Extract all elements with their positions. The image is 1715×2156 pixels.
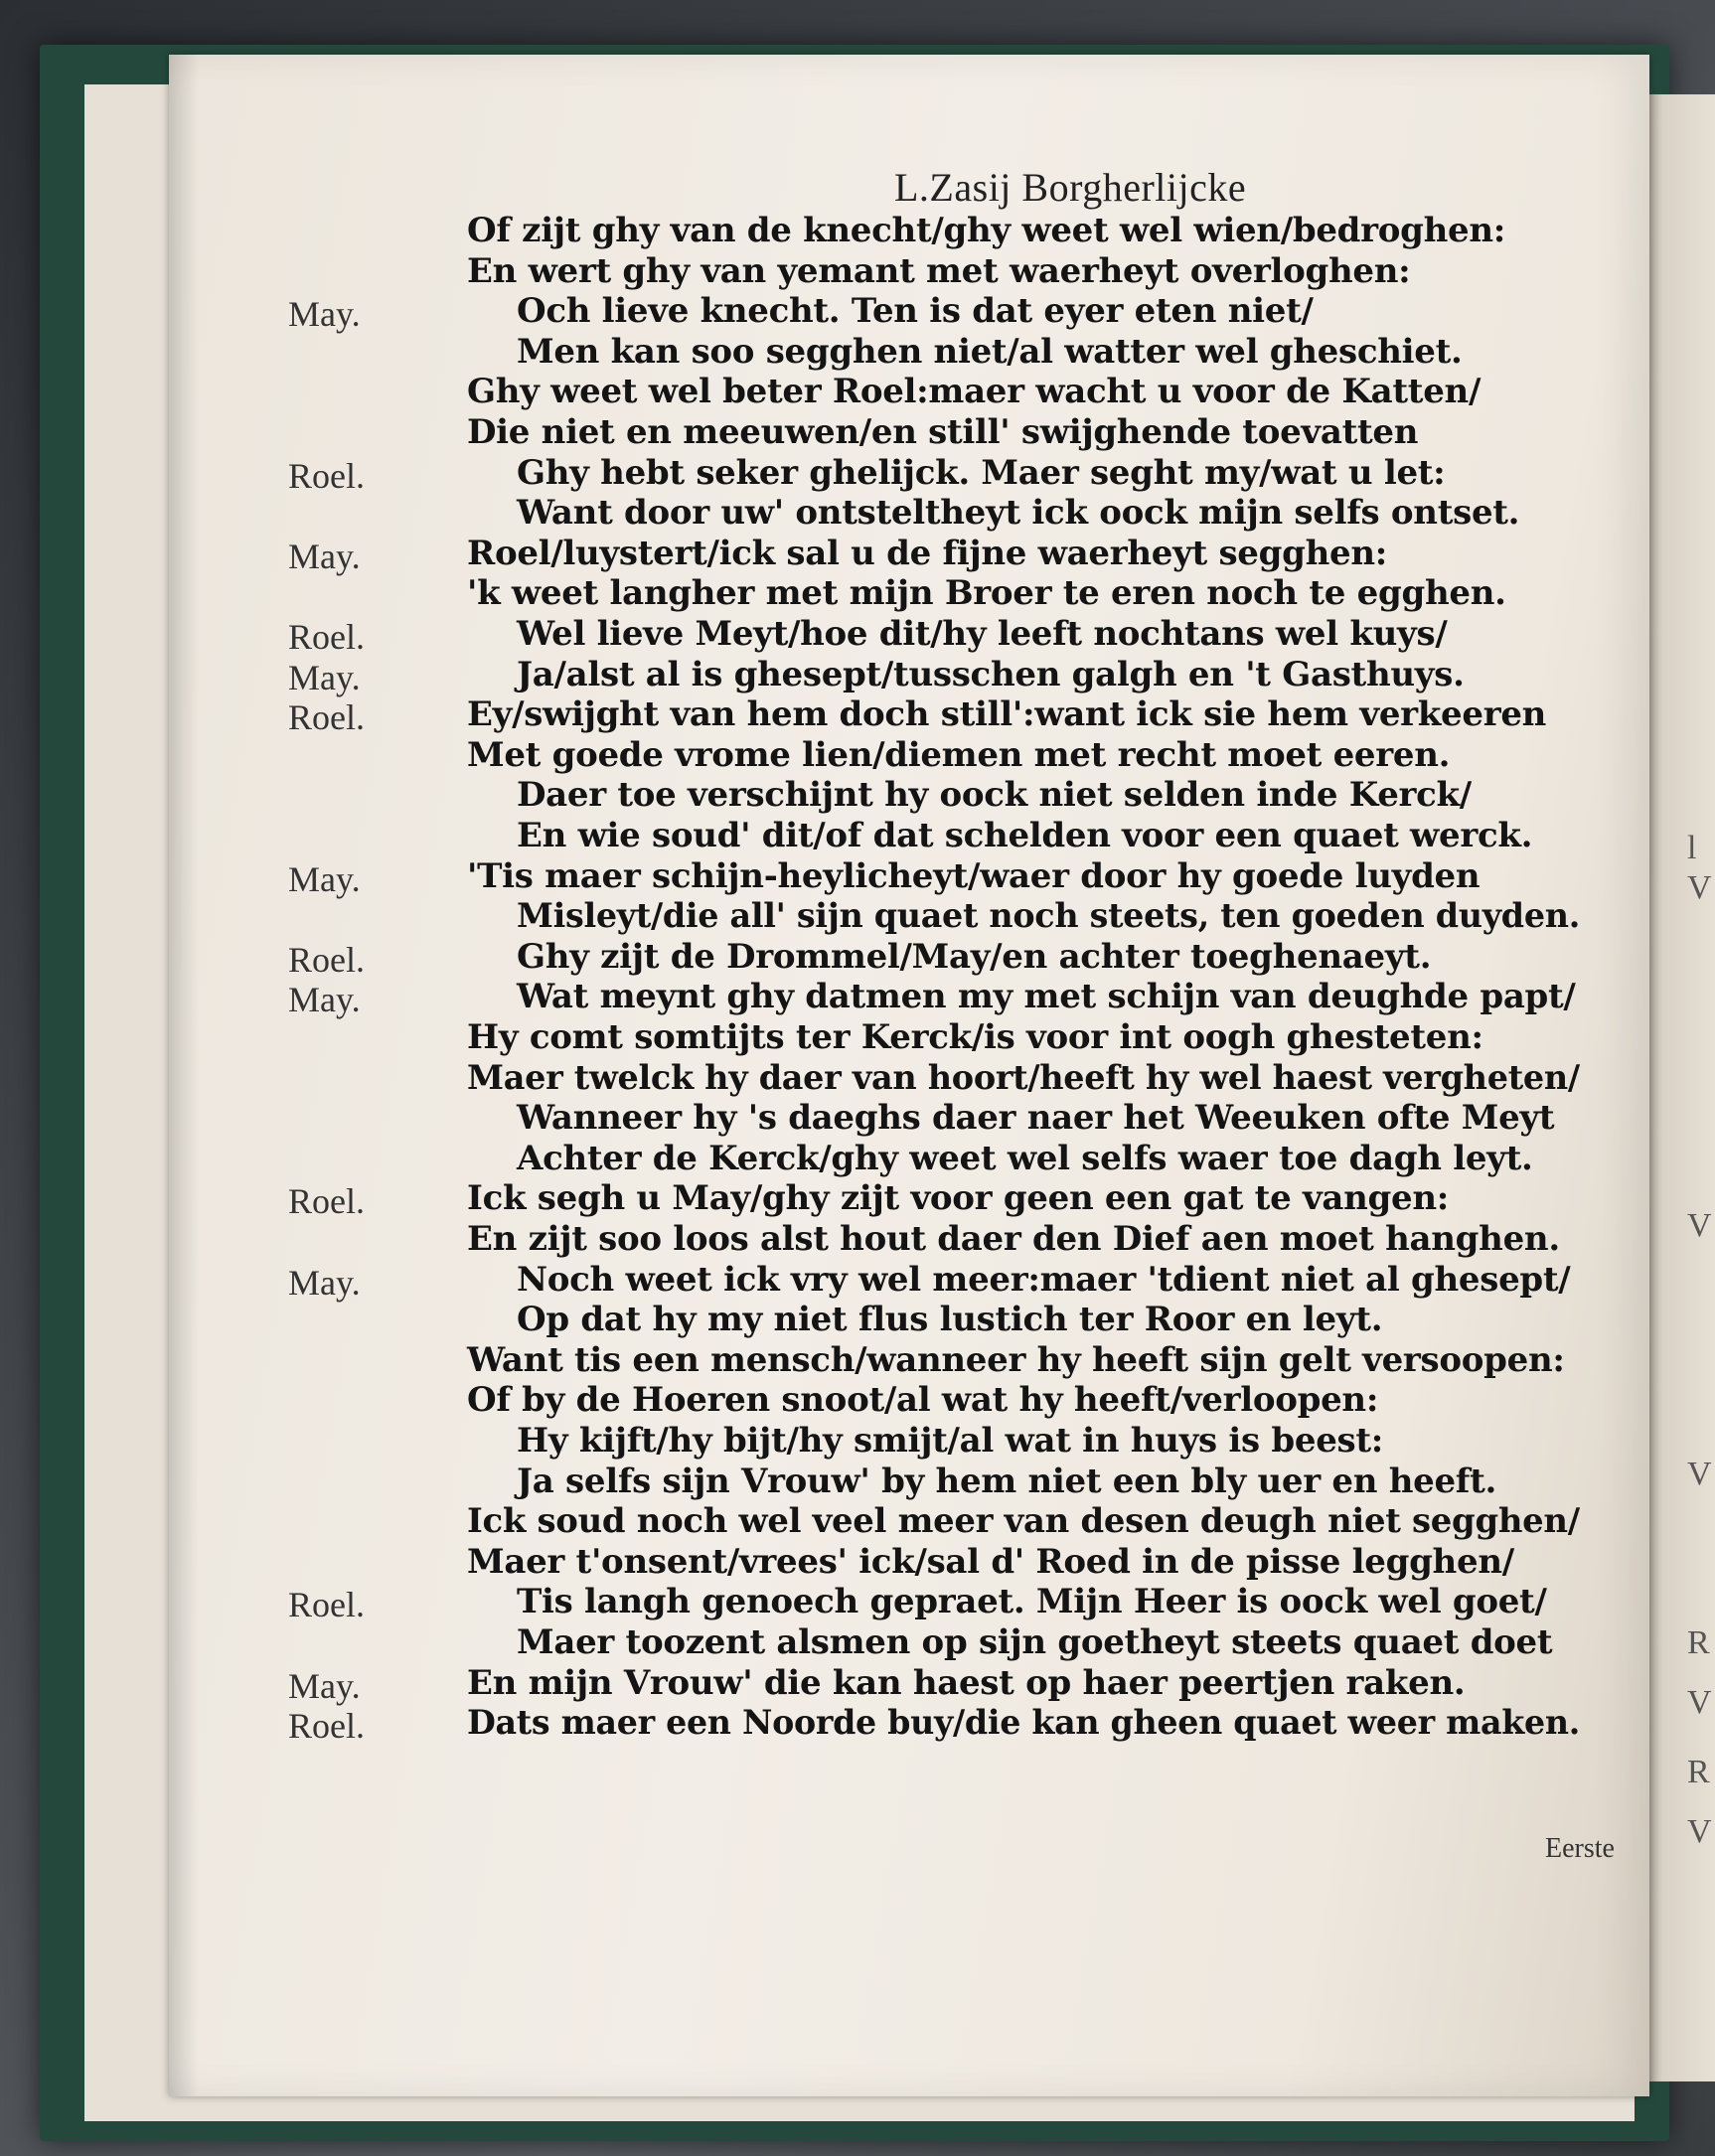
verse-line: Hy kijft/hy bijt/hy smijt/al wat in huys is beest: [517,1421,1384,1461]
speaker-label: May. [288,537,361,576]
verse-line: Noch weet ick vry wel meer:maer 'tdient niet al ghesept/ [517,1260,1571,1300]
verse-line: Want door uw' ontsteltheyt ick oock mijn selfs ontset. [517,493,1520,533]
verse-line: Want tis een mensch/wanneer hy heeft sijn gelt versoopen: [467,1340,1565,1380]
edge-letter: V [1687,869,1712,906]
verse-line: Of by de Hoeren snoot/al wat hy heeft/verloopen: [467,1380,1379,1420]
speaker-label: Roel. [288,697,365,737]
verse-line: Wat meynt ghy datmen my met schijn van deughde papt/ [517,977,1576,1016]
verse-line: En zijt soo loos alst hout daer den Dief aen moet hanghen. [467,1219,1560,1259]
speaker-label: May. [288,859,361,899]
verse-line: Daer toe verschijnt hy oock niet selden inde Kerck/ [517,775,1472,815]
verse-line: Wanneer hy 's daeghs daer naer het Weeuken ofte Meyt [517,1098,1555,1138]
edge-letter: R [1687,1754,1710,1790]
verse-line: En mijn Vrouw' die kan haest op haer peertjen raken. [467,1663,1466,1703]
speaker-label: May. [288,1263,361,1303]
verse-line: Of zijt ghy van de knecht/ghy weet wel wien/bedroghen: [467,211,1506,250]
verse-line: Misleyt/die all' sijn quaet noch steets, ten goeden duyden. [517,896,1581,936]
verse-line: Maer toozent alsmen op sijn goetheyt steets quaet doet [517,1622,1553,1662]
speaker-label: May. [288,1666,361,1706]
running-header: L.Zasij Borgherlijcke [894,165,1247,210]
verse-line: Ick segh u May/ghy zijt voor geen een gat te vangen: [467,1178,1450,1218]
verse-line: Met goede vrome lien/diemen met recht moet eeren. [467,735,1451,775]
verse-line: Ey/swijght van hem doch still':want ick sie hem verkeeren [467,694,1547,734]
verse-line: Maer t'onsent/vrees' ick/sal d' Roed in de pisse legghen/ [467,1542,1514,1582]
speaker-label: Roel. [288,1585,365,1624]
verse-line: Ghy hebt seker ghelijck. Maer seght my/wat u let: [517,453,1446,493]
verse-line: Men kan soo segghen niet/al watter wel gheschiet. [517,332,1463,372]
verse-line: Och lieve knecht. Ten is dat eyer eten niet/ [517,291,1314,331]
verse-line: Ick soud noch wel veel meer van desen deugh niet segghen/ [467,1501,1580,1541]
verse-line: Die niet en meeuwen/en still' swijghende toevatten [467,412,1419,452]
verse-line: Hy comt somtijts ter Kerck/is voor int oogh ghesteten: [467,1017,1483,1057]
verse-line: Maer twelck hy daer van hoort/heeft hy wel haest vergheten/ [467,1058,1580,1098]
speaker-label: Roel. [288,1706,365,1746]
edge-letter: V [1687,1456,1712,1492]
speaker-label: Roel. [288,1181,365,1221]
speaker-label: Roel. [288,617,365,657]
verse-line: En wert ghy van yemant met waerheyt overloghen: [467,251,1411,291]
speaker-label: May. [288,980,361,1019]
verse-line: Tis langh genoech gepraet. Mijn Heer is oock wel goet/ [517,1582,1547,1621]
edge-letter: R [1687,1624,1710,1661]
verse-line: Roel/luystert/ick sal u de fijne waerheyt segghen: [467,534,1388,573]
verse-line: 'k weet langher met mijn Broer te eren noch te egghen. [467,573,1506,613]
catchword: Eerste [1545,1833,1615,1864]
speaker-label: May. [288,294,361,334]
verse-line: Ghy weet wel beter Roel:maer wacht u voor de Katten/ [467,372,1481,411]
facing-page-edge [1639,94,1715,2081]
edge-letter: V [1687,1813,1712,1850]
edge-letter: V [1687,1684,1712,1721]
verse-line: Ja/alst al is ghesept/tusschen galgh en 't Gasthuys. [517,655,1465,694]
verse-line: Dats maer een Noorde buy/die kan gheen quaet weer maken. [467,1703,1581,1743]
edge-letter: V [1687,1207,1712,1244]
verse-line: Op dat hy my niet flus lustich ter Roor en leyt. [517,1300,1383,1339]
speaker-label: May. [288,658,361,697]
verse-line: En wie soud' dit/of dat schelden voor een quaet werck. [517,816,1533,855]
verse-line: Ja selfs sijn Vrouw' by hem niet een bly uer en heeft. [517,1462,1497,1501]
speaker-label: Roel. [288,940,365,980]
verse-line: Achter de Kerck/ghy weet wel selfs waer toe dagh leyt. [517,1139,1533,1178]
verse-line: Ghy zijt de Drommel/May/en achter toeghenaeyt. [517,937,1432,977]
verse-line: Wel lieve Meyt/hoe dit/hy leeft nochtans wel kuys/ [517,614,1448,654]
speaker-label: Roel. [288,456,365,496]
page-gutter-shadow [169,55,199,2096]
edge-letter: l [1687,830,1697,866]
verse-line: 'Tis maer schijn-heylicheyt/waer door hy goede luyden [467,856,1481,896]
